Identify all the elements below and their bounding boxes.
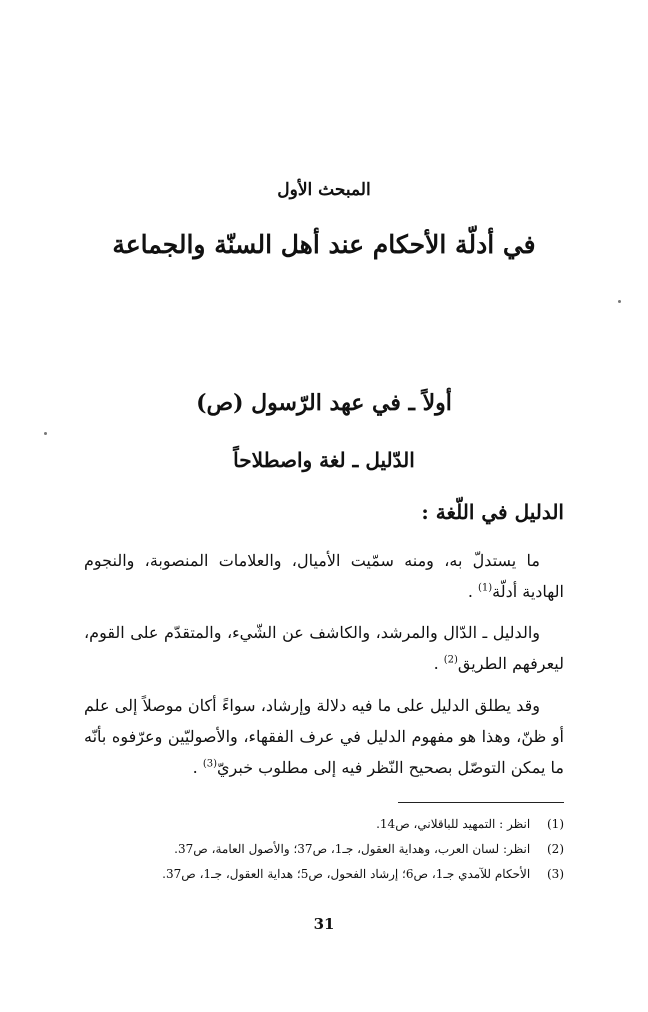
chapter-title: في أدلّة الأحكام عند أهل السنّة والجماعة [112,230,536,259]
footnote-number: (2) [547,842,564,856]
paragraph-3-text: وقد يطلق الدليل على ما فيه دلالة وإرشاد، سواءً أكان موصلاً إلى علم أو ظنّ، وهذا هو مفهوم الدليل في عرف الفقهاء، والأصوليّين وعرّفوه بأنّه ما يمكن التوصّل بصحيح النّظر فيه إلى مطلوب خبريّ [84,696,564,777]
footnote-divider [398,802,564,803]
paragraph-1 [84,545,564,607]
paragraph-1-end: . [467,582,478,601]
footnote-1 [84,812,564,837]
footnote-ref-1: (1) [477,582,493,594]
footnote-number: (3) [547,867,564,881]
paragraph-2 [84,617,564,679]
paragraph-2-end: . [433,654,444,673]
subheading: الدليل في اللّغة : [421,500,564,524]
section-subtitle: الدّليل ـ لغة واصطلاحاً [233,448,415,472]
footnote-3 [84,862,564,887]
footnote-2 [84,837,564,862]
footnote-ref-3: (3) [202,758,218,770]
page-number: 31 [313,915,335,933]
scan-speck [44,432,47,435]
footnote-number: (1) [547,817,564,831]
footnote-text: انظر: لسان العرب، وهداية العقول، جـ1، ص37؛ والأصول العامة، ص37. [174,842,531,856]
footnote-ref-2: (2) [443,654,458,666]
footnote-text: انظر : التمهيد للباقلاني، ص14. [376,817,531,831]
paragraph-3-end: . [192,758,203,777]
footnotes [84,812,564,887]
footnote-text: الأحكام للآمدي جـ1، ص6؛ إرشاد الفحول، ص5؛ هداية العقول، جـ1، ص37. [162,867,531,881]
scan-speck [618,300,621,303]
paragraph-3 [84,690,564,783]
section-title: أولاً ـ في عهد الرّسول (ص) [196,390,452,416]
paragraph-1-text: ما يستدلّ به، ومنه سمّيت الأميال، والعلامات المنصوبة، والنجوم الهادية أدلّة [84,551,564,601]
chapter-label: المبحث الأول [277,180,371,200]
paragraph-2-text: والدليل ـ الدّال والمرشد، والكاشف عن الشّيء، والمتقدّم على القوم، ليعرفهم الطريق [84,623,564,673]
